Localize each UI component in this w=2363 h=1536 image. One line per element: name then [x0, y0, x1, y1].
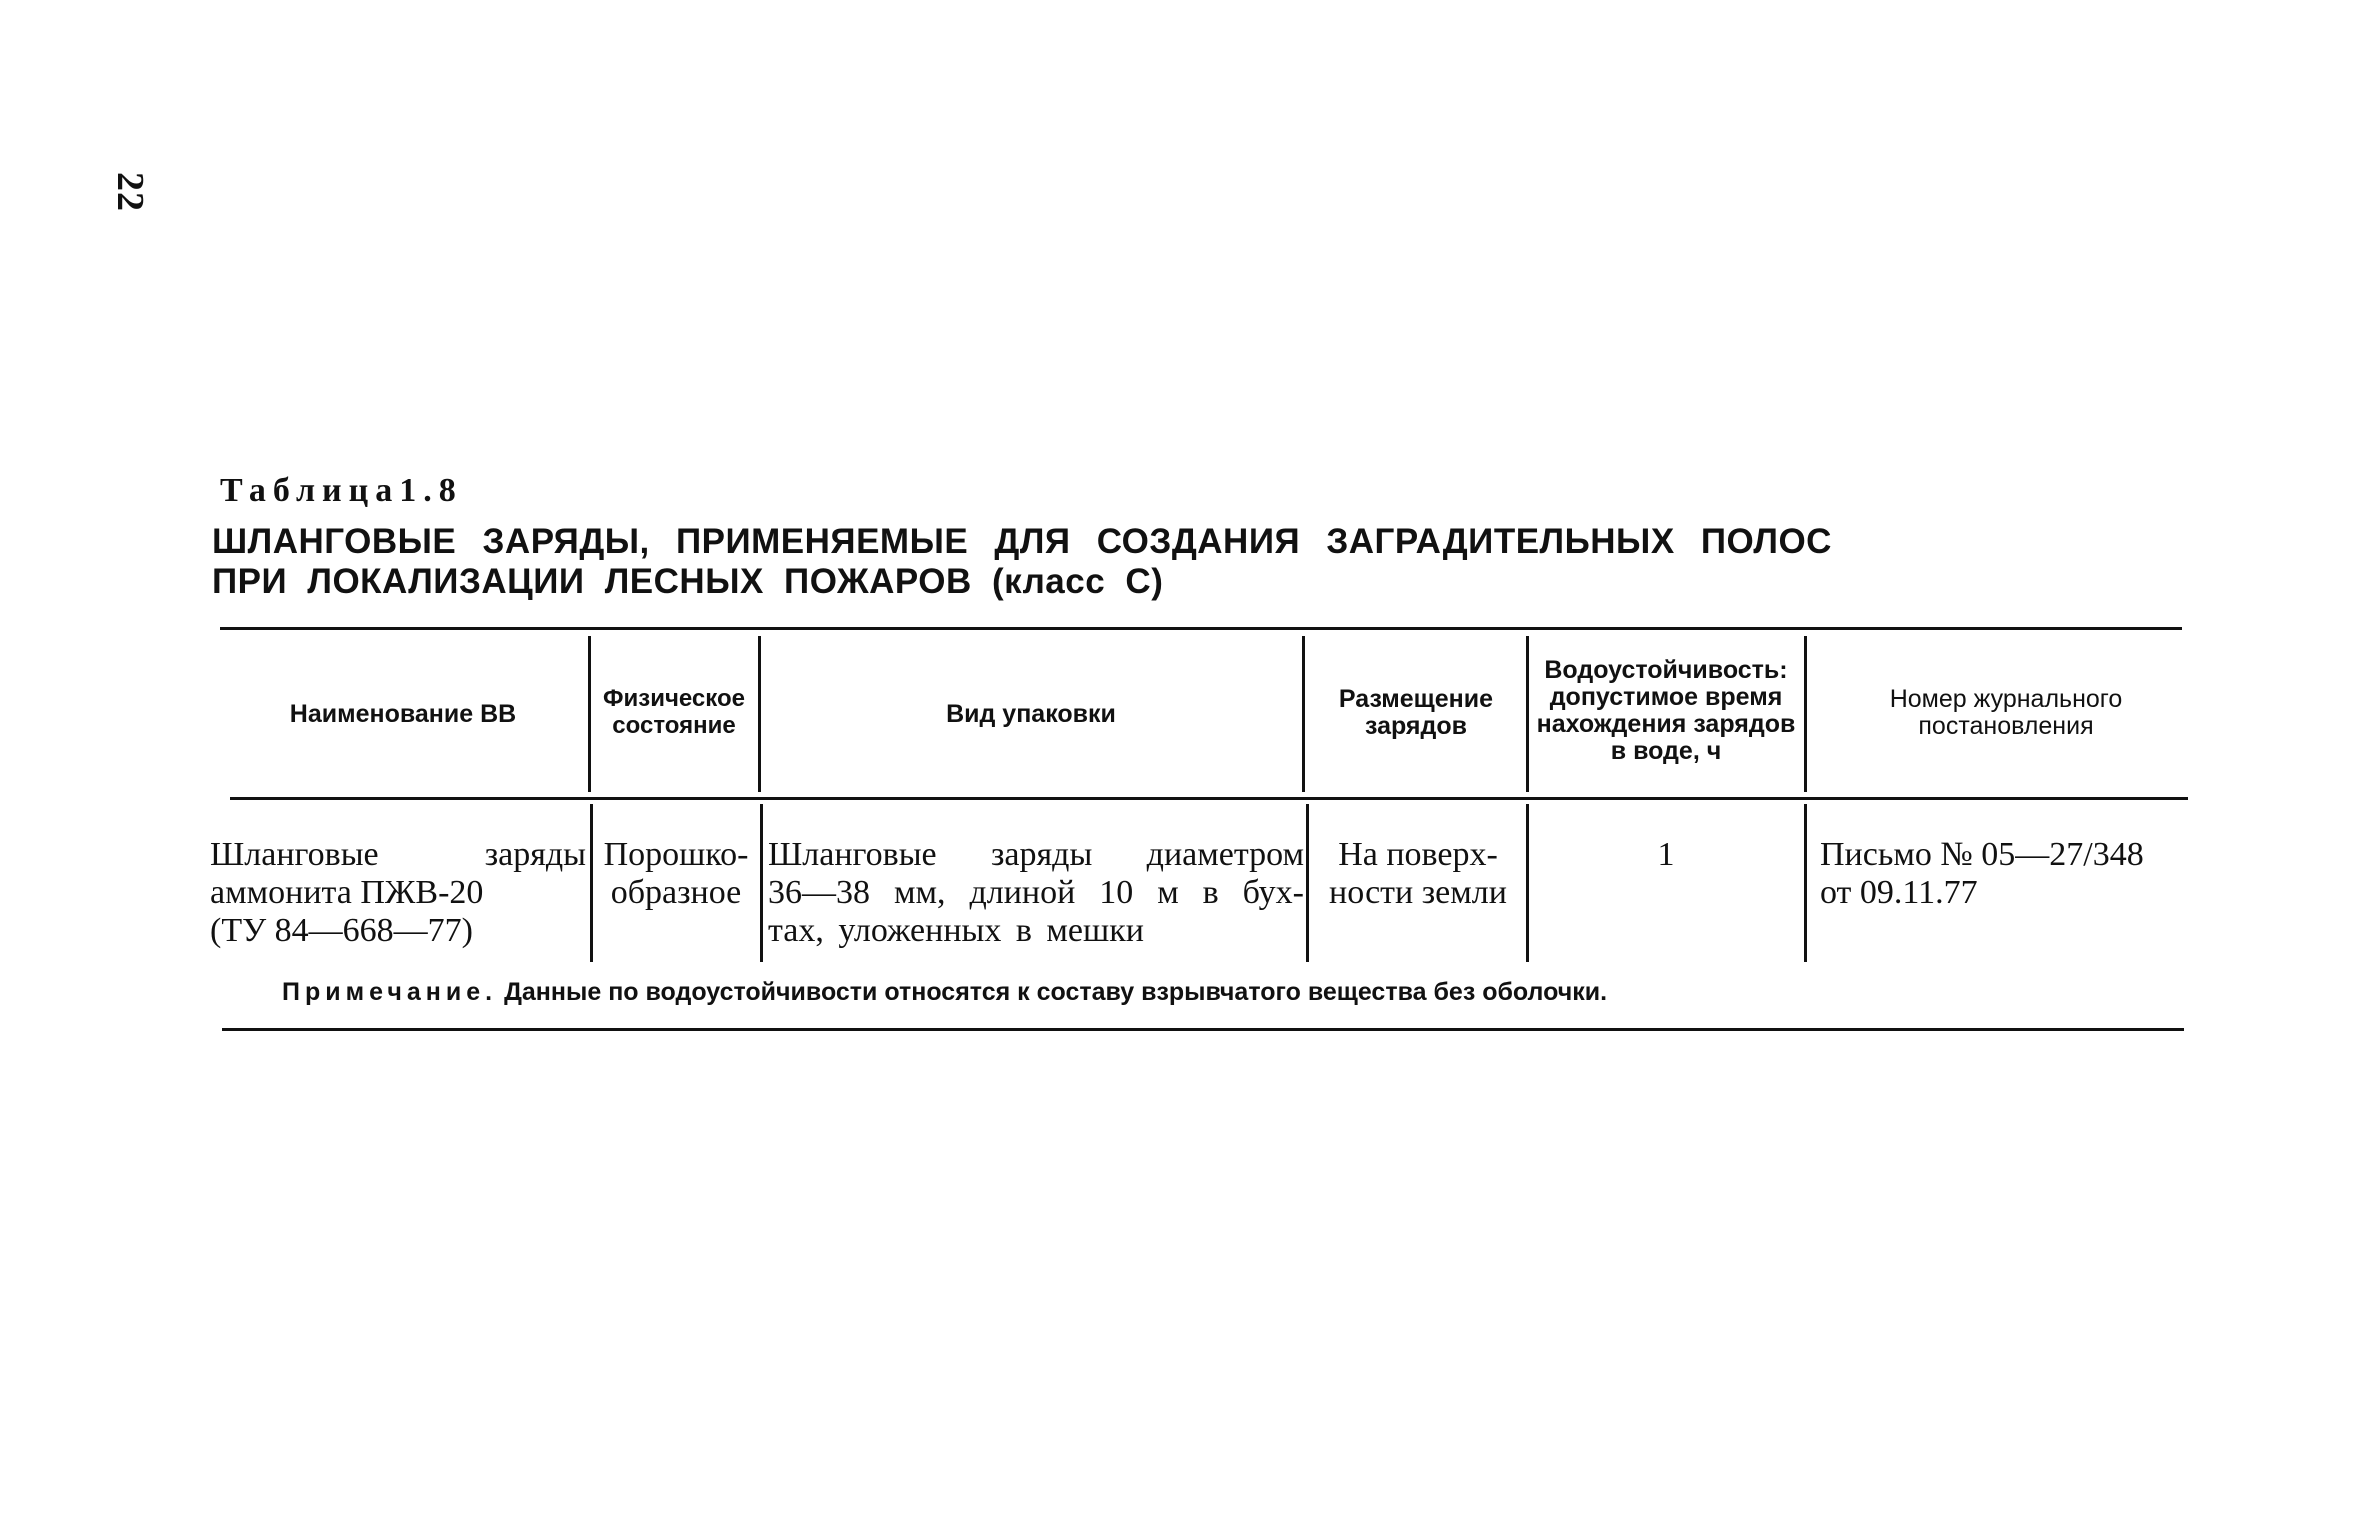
- column-divider: [588, 636, 591, 792]
- cell-physical-state: [594, 836, 758, 912]
- column-divider: [1302, 636, 1305, 792]
- title-word: СОЗДАНИЯ: [1096, 522, 1301, 561]
- cell-packaging-line: тах, уложенных в мешки: [768, 912, 1144, 949]
- column-divider: [760, 804, 763, 962]
- column-divider: [758, 636, 761, 792]
- column-divider: [1526, 804, 1529, 962]
- cell-placement-line: ности земли: [1329, 874, 1507, 911]
- cell-packaging-line: 36—38 мм, длиной 10 м в бух-: [768, 874, 1304, 911]
- title-word: ЗАГРАДИТЕЛЬНЫХ: [1326, 522, 1675, 561]
- header-placement: Размещение зарядов: [1338, 685, 1494, 740]
- table-caption: Таблица1.8: [220, 472, 463, 509]
- cell-resolution-line: Письмо № 05—27/348: [1820, 836, 2144, 873]
- header-water-resistance: Водоустойчивость: допустимое время нахождения зарядов в воде, ч: [1536, 656, 1796, 765]
- cell-placement-line: На поверх-: [1338, 836, 1498, 873]
- column-divider: [1804, 804, 1807, 962]
- title-word: ЗАРЯДЫ,: [482, 522, 650, 561]
- title-word: ДЛЯ: [994, 522, 1071, 561]
- column-divider: [1526, 636, 1529, 792]
- page-number: 22: [109, 172, 151, 212]
- header-name: Наименование ВВ: [289, 699, 517, 728]
- cell-resolution-line: от 09.11.77: [1820, 874, 1978, 911]
- cell-packaging: [768, 836, 1304, 950]
- table-title-line2: ПРИ ЛОКАЛИЗАЦИИ ЛЕСНЫХ ПОЖАРОВ (класс С): [212, 562, 1164, 601]
- cell-water-resistance: 1: [1657, 836, 1675, 873]
- cell-name-line: (ТУ 84—668—77): [210, 912, 473, 949]
- note-text: Данные по водоустойчивости относятся к составу взрывчатого вещества без оболочки.: [504, 978, 1608, 1006]
- cell-name-word: заряды: [484, 836, 586, 873]
- table-title: [212, 522, 1832, 602]
- cell-state-line: Порошко-: [603, 836, 749, 873]
- cell-packaging-line: Шланговые заряды диаметром: [768, 836, 1304, 873]
- table-top-rule: [220, 627, 2182, 630]
- title-word: ШЛАНГОВЫЕ: [212, 522, 457, 561]
- table-bottom-rule: [222, 1028, 2184, 1031]
- header-packaging: Вид упаковки: [946, 699, 1116, 728]
- column-divider: [590, 804, 593, 962]
- title-word: ПРИМЕНЯЕМЫЕ: [675, 522, 969, 561]
- cell-placement: [1312, 836, 1524, 912]
- cell-state-line: образное: [610, 874, 742, 911]
- column-divider: [1804, 636, 1807, 792]
- table-note: [282, 978, 1607, 1007]
- column-divider: [1306, 804, 1309, 962]
- title-word: ПОЛОС: [1700, 522, 1832, 561]
- note-label: Примечание.: [282, 978, 498, 1006]
- cell-name-word: Шланговые: [210, 836, 379, 873]
- cell-name: [210, 836, 586, 950]
- cell-name-line: аммонита ПЖВ-20: [210, 874, 484, 911]
- header-bottom-rule: [230, 797, 2188, 800]
- header-resolution-number: Номер журнального постановления: [1889, 685, 2123, 740]
- cell-resolution-number: [1820, 836, 2210, 912]
- table-title-line1: [212, 522, 1832, 562]
- header-physical-state: Физическое состояние: [603, 685, 745, 739]
